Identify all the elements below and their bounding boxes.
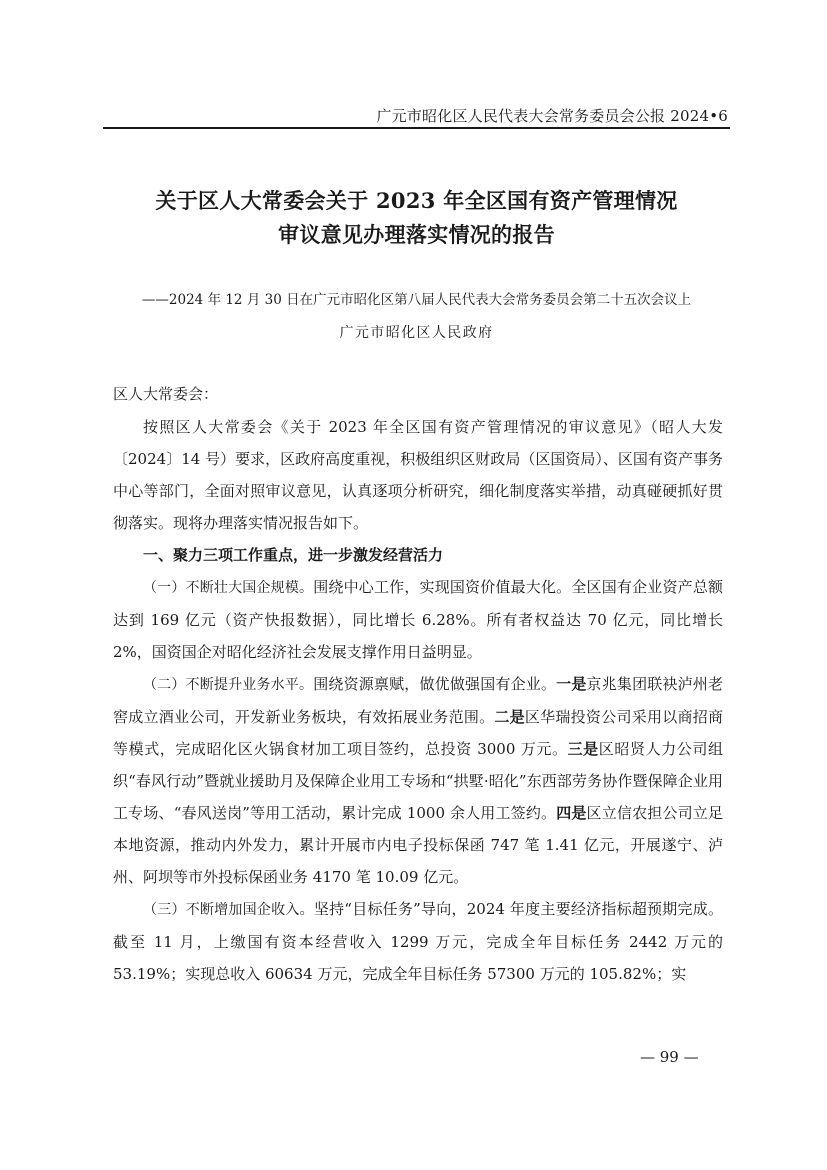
item-3-text: 坚持“目标任务”导向，2024 年度主要经济指标超预期完成。截至 11 月，上缴国有资本经营收入 1299 万元，完成全年目标任务 2442 万元的 53.19%；实现总收入 60634 万元，完成全年目标任务 57300 万元的 105.82%；实: [113, 900, 724, 983]
item-2-point-1: 京兆集团联袂泸州老窖成立酒业公司，开发新业务板块，有效拓展业务范围。: [113, 675, 723, 726]
salutation: 区人大常委会：: [113, 385, 219, 403]
report-body: [113, 411, 723, 990]
item-2-intro: 围绕资源禀赋，做优做强国有企业。: [313, 675, 557, 693]
item-2-keyword-2: 二是: [494, 708, 525, 726]
item-3-paragraph: [113, 893, 723, 990]
item-2-keyword-4: 四是: [556, 804, 587, 822]
item-2-keyword-1: 一是: [556, 675, 587, 693]
item-2-point-4: 区立信农担公司立足本地资源，推动内外发力，累计开展市内电子投标保函 747 笔 1.41 亿元，开展遂宁、泸州、阿坝等市外投标保函业务 4170 笔 10.09 亿元。: [113, 804, 723, 886]
item-3-lead: （三）不断增加国企收入。: [143, 902, 314, 918]
intro-paragraph: 按照区人大常委会《关于 2023 年全区国有资产管理情况的审议意见》（昭人大发〔2024〕14 号）要求，区政府高度重视，积极组织区财政局（区国资局）、区国有资产事务中心等部门，全面对照审议意见，认真逐项分析研究，细化制度落实举措，动真碰硬抓好贯彻落实。现将办理落实情况报告如下。: [113, 418, 723, 532]
item-2-point-3: 区昭贤人力公司组织“春风行动”暨就业援助月及保障企业用工专场和“拱墅·昭化”东西部劳务协作暨保障企业用工专场、“春风送岗”等用工活动，累计完成 1000 余人用工签约。: [113, 740, 723, 822]
report-title-line-2: 审议意见办理落实情况的报告: [278, 222, 555, 247]
section-heading-1: 一、聚力三项工作重点，进一步激发经营活力: [143, 546, 444, 564]
item-1-text: 围绕中心工作，实现国资价值最大化。全区国有企业资产总额达到 169 亿元（资产快报数据），同比增长 6.28%。所有者权益达 70 亿元，同比增长 2%，国资国企对昭化经济社会发展支撑作用日益明显。: [113, 578, 724, 661]
meeting-subtitle: ——2024 年 12 月 30 日在广元市昭化区第八届人民代表大会常务委员会第二十五次会议上: [141, 292, 692, 308]
item-2-lead: （二）不断提升业务水平。: [143, 677, 314, 693]
item-1-paragraph: [113, 571, 723, 668]
journal-title: 广元市昭化区人民代表大会常务委员会公报 2024•6: [376, 107, 728, 125]
page-number: — 99 —: [640, 1048, 699, 1066]
header-rule: [103, 127, 730, 129]
issuer-name: 广元市昭化区人民政府: [339, 325, 494, 341]
item-2-keyword-3: 三是: [567, 740, 599, 758]
item-2-paragraph: [113, 668, 723, 893]
item-1-lead: （一）不断壮大国企规模。: [143, 580, 314, 596]
item-2-point-2: 区华瑞投资公司采用以商招商等模式，完成昭化区火锅食材加工项目签约，总投资 3000 万元。: [113, 708, 723, 758]
report-title-line-1: 关于区人大常委会关于 2023 年全区国有资产管理情况: [155, 188, 678, 213]
page-header: [103, 100, 730, 128]
